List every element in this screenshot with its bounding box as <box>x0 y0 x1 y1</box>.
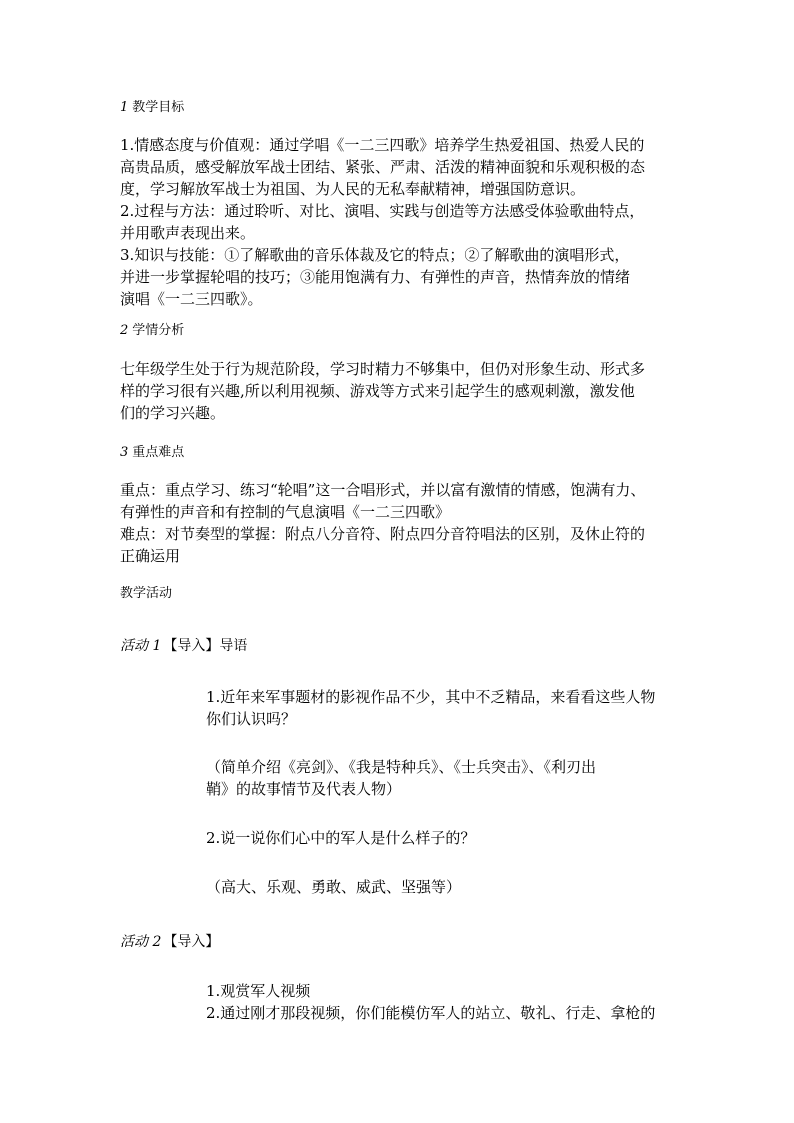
text-line: 1.观赏军人视频 <box>206 982 311 1000</box>
goals-paragraph-3 <box>120 244 680 310</box>
activity-1-answer-2 <box>206 876 676 898</box>
heading-number: 1 <box>120 100 129 115</box>
heading-student-analysis <box>120 322 184 340</box>
text-line: 重点：重点学习、练习“轮唱”这一合唱形式，并以富有激情的情感，饱满有力、 <box>120 481 646 499</box>
text-line: 你们认识吗？ <box>206 710 297 728</box>
text-line: 鞘》的故事情节及代表人物） <box>206 780 402 798</box>
text-line: 并用歌声表现出来。 <box>120 224 256 242</box>
heading-number: 3 <box>120 445 129 460</box>
text-line: 1.近年来军事题材的影视作品不少，其中不乏精品，来看看这些人物 <box>206 688 656 706</box>
activity-1-question-1 <box>206 686 676 730</box>
goals-paragraph-1 <box>120 134 680 200</box>
heading-title: 教学目标 <box>132 100 185 115</box>
text-line: 度，学习解放军战士为祖国、为人民的无私奉献精神，增强国防意识。 <box>120 180 586 198</box>
text-line: 高贵品质，感受解放军战士团结、紧张、严肃、活泼的精神面貌和乐观积极的态 <box>120 158 646 176</box>
text-line: 2.过程与方法：通过聆听、对比、演唱、实践与创造等方法感受体验歌曲特点， <box>120 202 645 220</box>
text-line: 样的学习很有兴趣,所以利用视频、游戏等方式来引起学生的感观刺激，激发他 <box>120 382 635 400</box>
activity-1-heading <box>120 636 247 656</box>
text-line: 并进一步掌握轮唱的技巧；③能用饱满有力、有弹性的声音，热情奔放的情绪 <box>120 268 631 286</box>
heading-title: 学情分析 <box>132 323 185 338</box>
heading-teaching-activities <box>120 585 172 603</box>
text-line: 有弹性的声音和有控制的气息演唱《一二三四歌》 <box>120 503 451 521</box>
goals-paragraph-2 <box>120 200 680 244</box>
analysis-paragraph <box>120 358 680 424</box>
activity-title: 【导入】导语 <box>163 638 248 654</box>
heading-title: 教学活动 <box>120 586 173 601</box>
heading-number: 2 <box>120 323 129 338</box>
activity-1-answer-1 <box>206 756 676 800</box>
text-line: 难点：对节奏型的掌握：附点八分音符、附点四分音符唱法的区别，及休止符的 <box>120 525 646 543</box>
activity-label: 活动 1 <box>120 638 162 654</box>
text-line: 2.说一说你们心中的军人是什么样子的？ <box>206 829 476 847</box>
text-line: 3.知识与技能：①了解歌曲的音乐体裁及它的特点；②了解歌曲的演唱形式， <box>120 246 630 264</box>
activity-1-question-2 <box>206 827 676 849</box>
text-line: 2.通过刚才那段视频，你们能模仿军人的站立、敬礼、行走、拿枪的 <box>206 1004 656 1022</box>
activity-2-heading <box>120 932 219 952</box>
heading-teaching-goals <box>120 99 184 117</box>
text-line: 们的学习兴趣。 <box>120 404 226 422</box>
keypoints-paragraph-1 <box>120 479 680 523</box>
activity-2-items <box>206 980 676 1024</box>
heading-key-points <box>120 444 184 462</box>
text-line: （简单介绍《亮剑》、《我是特种兵》、《士兵突击》、《利刃出 <box>206 758 597 776</box>
activity-title: 【导入】 <box>163 934 220 950</box>
keypoints-paragraph-2 <box>120 523 680 567</box>
text-line: 演唱《一二三四歌》。 <box>120 290 263 308</box>
text-line: （高大、乐观、勇敢、威武、坚强等） <box>206 878 462 896</box>
text-line: 七年级学生处于行为规范阶段，学习时精力不够集中，但仍对形象生动、形式多 <box>120 360 646 378</box>
heading-title: 重点难点 <box>132 445 185 460</box>
activity-label: 活动 2 <box>120 934 162 950</box>
text-line: 正确运用 <box>120 547 181 565</box>
text-line: 1.情感态度与价值观：通过学唱《一二三四歌》培养学生热爱祖国、热爱人民的 <box>120 136 645 154</box>
